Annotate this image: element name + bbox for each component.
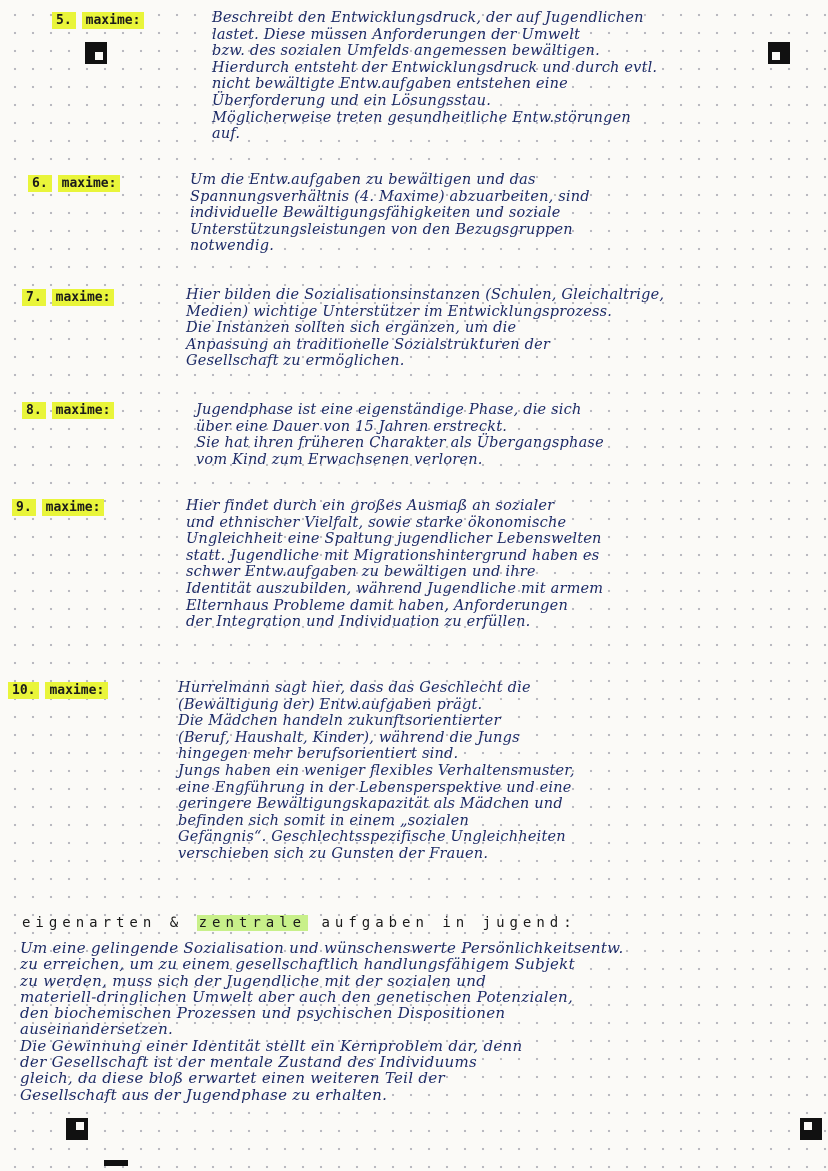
text-line: Identität auszubilden, während Jugendliche mit armem [186, 580, 604, 597]
heading-part-eigenarten: eigenarten [22, 915, 157, 931]
text-line: vom Kind zum Erwachsenen verloren. [196, 451, 483, 468]
text-line: befinden sich somit in einem „sozialen [178, 812, 470, 829]
text-line: Sie hat ihren früheren Charakter als Übergangsphase [196, 435, 604, 452]
text-line: gleich, da diese bloß erwartet einen weiteren Teil der [20, 1069, 445, 1088]
maxime-8-label [22, 403, 114, 418]
text-line: eine Engführung in der Lebensperspektive und eine [178, 779, 572, 796]
maxime-6-word: maxime: [58, 175, 121, 192]
maxime-10-text [178, 680, 575, 863]
maxime-5-text [212, 10, 657, 143]
maxime-7-text [186, 287, 664, 370]
text-line: statt. Jugendliche mit Migrationshintergrund haben es [186, 547, 600, 564]
maxime-9-label [12, 500, 104, 515]
text-line: schwer Entw.aufgaben zu bewältigen und ihre [186, 564, 536, 581]
maxime-7-number: 7. [22, 289, 46, 306]
corner-mark-icon [66, 1118, 88, 1140]
text-line: Elternhaus Probleme damit haben, Anforderungen [186, 597, 568, 614]
text-line: Hierdurch entsteht der Entwicklungsdruck und durch evtl. [212, 59, 658, 76]
text-line: Ungleichheit eine Spaltung jugendlicher Lebenswelten [186, 531, 602, 548]
text-line: Medien) wichtige Unterstützer im Entwicklungsprozess. [186, 303, 613, 320]
maxime-8-word: maxime: [52, 402, 115, 419]
text-line: geringere Bewältigungskapazität als Mädchen und [178, 796, 563, 813]
maxime-10-word: maxime: [45, 682, 108, 699]
text-line: zu werden, muss sich der Jugendliche mit der sozialen und [20, 971, 487, 990]
maxime-10-number: 10. [8, 682, 39, 699]
text-line: Jugendphase ist eine eigenständige Phase, die sich [196, 402, 582, 418]
text-line: bzw. des sozialen Umfelds angemessen bewältigen. [212, 43, 600, 60]
maxime-9-word: maxime: [42, 499, 105, 516]
text-line: Gesellschaft aus der Jugendphase zu erhalten. [20, 1085, 388, 1104]
text-line: Überforderung und ein Lösungsstau. [212, 92, 492, 109]
corner-mark-icon [85, 42, 107, 64]
heading-part-jugend: in jugend: [442, 915, 577, 931]
text-line: auseinandersetzen. [20, 1020, 174, 1039]
text-line: und ethnischer Vielfalt, sowie starke ökonomische [186, 514, 567, 531]
text-line: Hier findet durch ein großes Ausmaß an sozialer [186, 498, 555, 514]
maxime-5-word: maxime: [82, 12, 145, 29]
maxime-6-number: 6. [28, 175, 52, 192]
heading-part-zentrale: zentrale [198, 915, 307, 931]
maxime-7-label [22, 290, 114, 305]
text-line: Die Mädchen handeln zukunftsorientierter [178, 713, 501, 730]
text-line: lastet. Diese müssen Anforderungen der Umwelt [212, 26, 581, 43]
text-line: Die Instanzen sollten sich ergänzen, um die [186, 320, 517, 337]
text-line: Spannungsverhältnis (4. Maxime) abzuarbeiten, sind [190, 188, 590, 205]
text-line: Beschreibt den Entwicklungsdruck, der auf Jugendlichen [212, 10, 644, 26]
maxime-5-label [52, 13, 144, 28]
text-line: Die Gewinnung einer Identität stellt ein Kernproblem dar, denn [20, 1036, 523, 1055]
maxime-9-text [186, 498, 603, 631]
text-line: Möglicherweise treten gesundheitliche Entw.störungen [212, 109, 631, 126]
text-line: Jungs haben ein weniger flexibles Verhaltensmuster, [178, 762, 575, 779]
maxime-8-text [196, 402, 604, 468]
corner-mark-icon [768, 42, 790, 64]
text-line: notwendig. [190, 238, 275, 255]
text-line: Gefängnis“. Geschlechtsspezifische Ungleichheiten [178, 829, 566, 846]
text-line: Hurrelmann sagt hier, dass das Geschlecht die [178, 680, 531, 696]
text-line: hingegen mehr berufsorientiert sind. [178, 746, 459, 763]
section-heading [22, 915, 577, 931]
text-line: nicht bewältigte Entw.aufgaben entstehen eine [212, 76, 568, 93]
text-line: (Beruf, Haushalt, Kinder), während die Jungs [178, 729, 520, 746]
heading-part-aufgaben: aufgaben [321, 915, 429, 931]
maxime-5-number: 5. [52, 12, 76, 29]
text-line: Hier bilden die Sozialisationsinstanzen (Schulen, Gleichaltrige, [186, 287, 665, 303]
text-line: materiell-dringlichen Umwelt aber auch den genetischen Potenzialen, [20, 987, 574, 1006]
text-line: Unterstützungsleistungen von den Bezugsgruppen [190, 221, 573, 238]
corner-mark-icon [800, 1118, 822, 1140]
text-line: Um eine gelingende Sozialisation und wünschenswerte Persönlichkeitsentw. [20, 939, 624, 957]
text-line: Um die Entw.aufgaben zu bewältigen und das [190, 172, 536, 188]
maxime-7-word: maxime: [52, 289, 115, 306]
text-line: zu erreichen, um zu einem gesellschaftlich handlungsfähigem Subjekt [20, 955, 575, 974]
final-paragraph [20, 940, 624, 1103]
text-line: der Gesellschaft ist der mentale Zustand des Individuums [20, 1053, 478, 1072]
heading-ampersand: & [169, 915, 184, 931]
text-line: der Integration und Individuation zu erfüllen. [186, 614, 531, 631]
text-line: (Bewältigung der) Entw.aufgaben prägt. [178, 696, 483, 713]
text-line: den biochemischen Prozessen und psychischen Dispositionen [20, 1004, 506, 1023]
maxime-6-label [28, 176, 120, 191]
text-line: individuelle Bewältigungsfähigkeiten und soziale [190, 205, 561, 222]
maxime-9-number: 9. [12, 499, 36, 516]
maxime-8-number: 8. [22, 402, 46, 419]
maxime-10-label [8, 683, 108, 698]
text-line: verschieben sich zu Gunsten der Frauen. [178, 845, 489, 862]
text-line: über eine Dauer von 15 Jahren erstreckt. [196, 418, 508, 435]
text-line: auf. [212, 126, 241, 143]
text-line: Gesellschaft zu ermöglichen. [186, 353, 405, 370]
ink-mark [104, 1160, 128, 1166]
maxime-6-text [190, 172, 590, 255]
text-line: Anpassung an traditionelle Sozialstrukturen der [186, 336, 551, 353]
